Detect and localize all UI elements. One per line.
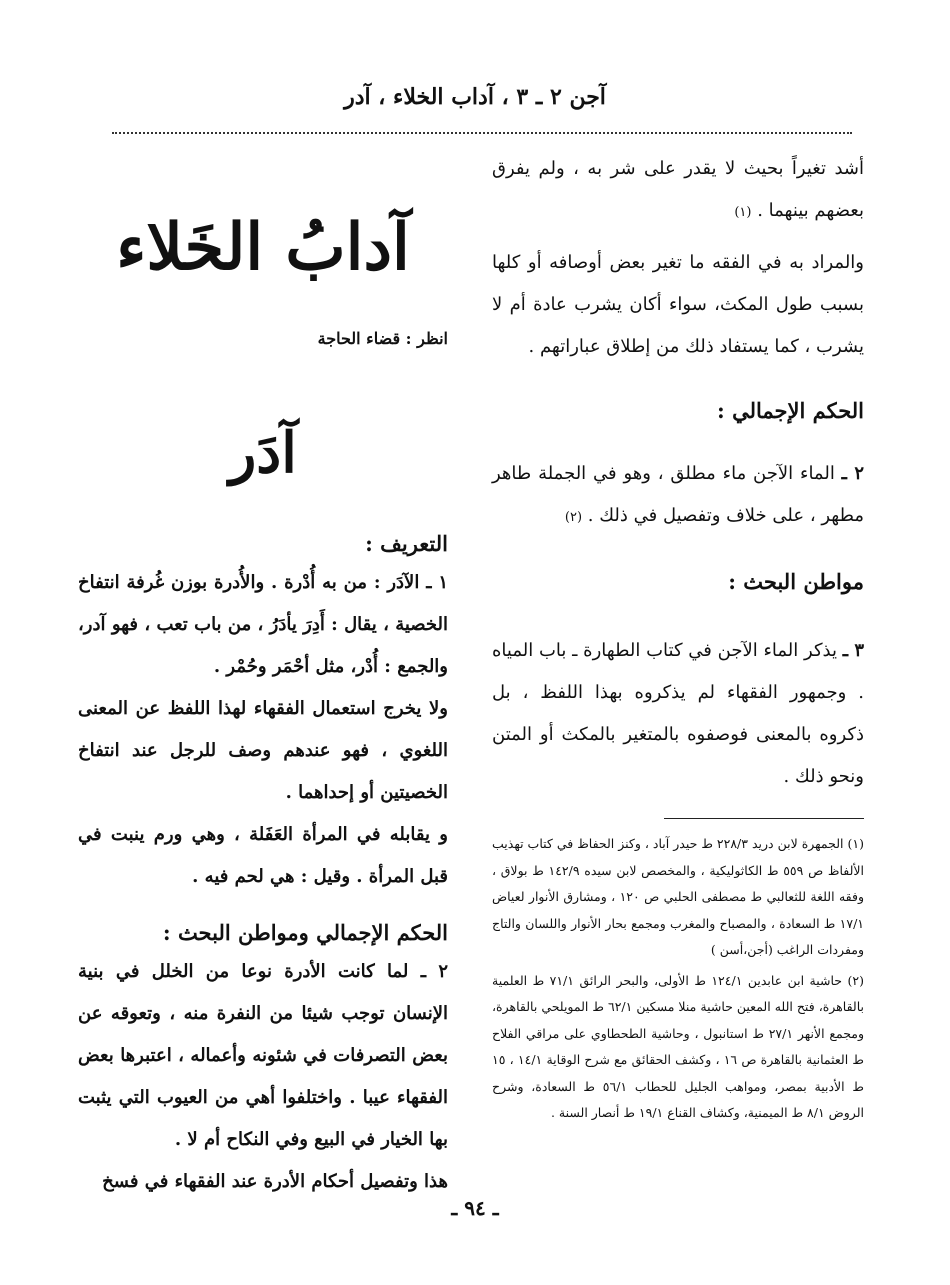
right-column <box>492 148 864 1127</box>
footnote-ref-1: (١) <box>734 205 752 220</box>
paragraph-1c: و يقابله في المرأة العَفَلة ، وهي ورم ينبت في قبل المرأة . وقيل : هي لحم فيه . <box>78 823 448 887</box>
paragraph-3 <box>492 630 864 798</box>
footnote-1: (١) الجمهرة لابن دريد ٢٢٨/٣ ط حيدر آباد ، وكنز الحفاظ في كتاب تهذيب الألفاظ ص ٥٥٩ ط الكاثوليكية ، والمخصص لابن سيده ١٤٢/٩ ط بولاق ، وفقه اللغة للثعالبي ط مصطفى الحلبي ص ١٢٠ ، ومشارق الأنوار لعياض ١٧/١ ط السعادة ، والمصباح والمغرب ومجمع بحار الأنوار واللسان والتاج ومفردات الراغب (أجن،أسن ) <box>492 836 864 957</box>
paragraph-1b: ولا يخرج استعمال الفقهاء لهذا اللفظ عن المعنى اللغوي ، فهو عندهم وصف للرجل عند انتفاخ الخصيتين أو إحداهما . <box>78 697 448 803</box>
footnote-2: (٢) حاشية ابن عابدين ١٢٤/١ ط الأولى، والبحر الرائق ٧١/١ ط العلمية بالقاهرة، فتح الله المعين حاشية منلا مسكين ٦٢/١ ط المويلحي بالقاهرة، ومجمع الأنهر ٢٧/١ ط استانبول ، وحاشية الطحطاوي على مراقي الفلاح ط العثمانية بالقاهرة ص ١٦ ، وكشف الحقائق مع شرح الوقاية ١٤/١ ، ١٥ ط الأدبية بمصر، ومواهب الجليل للحطاب ٥٦/١ ط السعادة، وشرح الروض ٨/١ ط الميمنية، وكشاف القناع ١٩/١ ط أنصار السنة . <box>492 972 865 1120</box>
paragraph-3-text: يذكر الماء الآجن في كتاب الطهارة ـ باب المياه . وجمهور الفقهاء لم يذكروه بهذا اللفظ ، بل ذكروه بالمعنى فوصفوه بالمتغير بالمكث أو المتن ونحو ذلك . <box>492 640 864 787</box>
paragraph-3-number: ٣ ـ <box>842 640 864 661</box>
paragraph-left-2 <box>78 951 448 1161</box>
heading-general-ruling: الحكم الإجمالي : <box>717 398 864 423</box>
intro-paragraph-2: والمراد به في الفقه ما تغير بعض أوصافه أو كلها بسبب طول المكث، سواء أكان يشرب عادة أم لا يشرب ، كما يستفاد ذلك من إطلاق عباراتهم . <box>492 252 864 357</box>
left-column <box>78 210 448 1203</box>
paragraph-left-2-text: لما كانت الأدرة نوعا من الخلل في بنية الإنسان توجب شيئا من النفرة منه ، وتعوقه عن بعض التصرفات في شئونه وأعماله ، اعتبرها بعض الفقهاء عيبا . واختلفوا أهي من العيوب التي يثبت بها الخيار في البيع وفي النكاح أم لا . <box>78 960 448 1150</box>
heading-definition: التعريف : <box>365 530 448 556</box>
heading-ruling-and-places: الحكم الإجمالي ومواطن البحث : <box>162 919 448 945</box>
intro-paragraph-1 <box>492 148 864 234</box>
see-also-reference: انظر : قضاء الحاجة <box>317 328 448 348</box>
paragraph-1-number: ١ ـ <box>426 571 448 593</box>
footnotes-divider <box>664 818 864 819</box>
paragraph-1-text: الآدَر : من به أُدْرة . والأُدرة بوزن غُرفة انتفاخ الخصية ، يقال : أَدِرَ يأدَرُ ، من باب تعب ، فهو آدر، والجمع : أُدْر، مثل أحْمَر وحُمْر . <box>78 571 448 677</box>
paragraph-left-2-number: ٢ ـ <box>420 960 448 982</box>
paragraph-2-number: ٢ ـ <box>841 463 864 484</box>
paragraph-2-text: الماء الآجن ماء مطلق ، وهو في الجملة طاهر مطهر ، على خلاف وتفصيل في ذلك . <box>492 463 864 526</box>
header-divider <box>112 132 852 134</box>
footnote-ref-2: (٢) <box>564 510 583 525</box>
intro-paragraph-1-text: أشد تغيراً بحيث لا يقدر على شر به ، ولم يفرق بعضهم بينهما . <box>492 158 864 221</box>
heading-discussion-places: مواطن البحث : <box>728 569 864 594</box>
entry-title-adab-al-khala: آدابُ الخَلاء <box>116 210 410 285</box>
running-header: آجن ٢ ـ ٣ ، آداب الخلاء ، آدر <box>344 84 606 110</box>
paragraph-2 <box>492 453 864 539</box>
paragraph-1 <box>78 562 448 688</box>
paragraph-left-2b: هذا وتفصيل أحكام الأدرة عند الفقهاء في فسخ <box>102 1170 448 1192</box>
page-number: ـ ٩٤ ـ <box>451 1196 499 1220</box>
entry-title-adar: آدَر <box>229 419 297 486</box>
